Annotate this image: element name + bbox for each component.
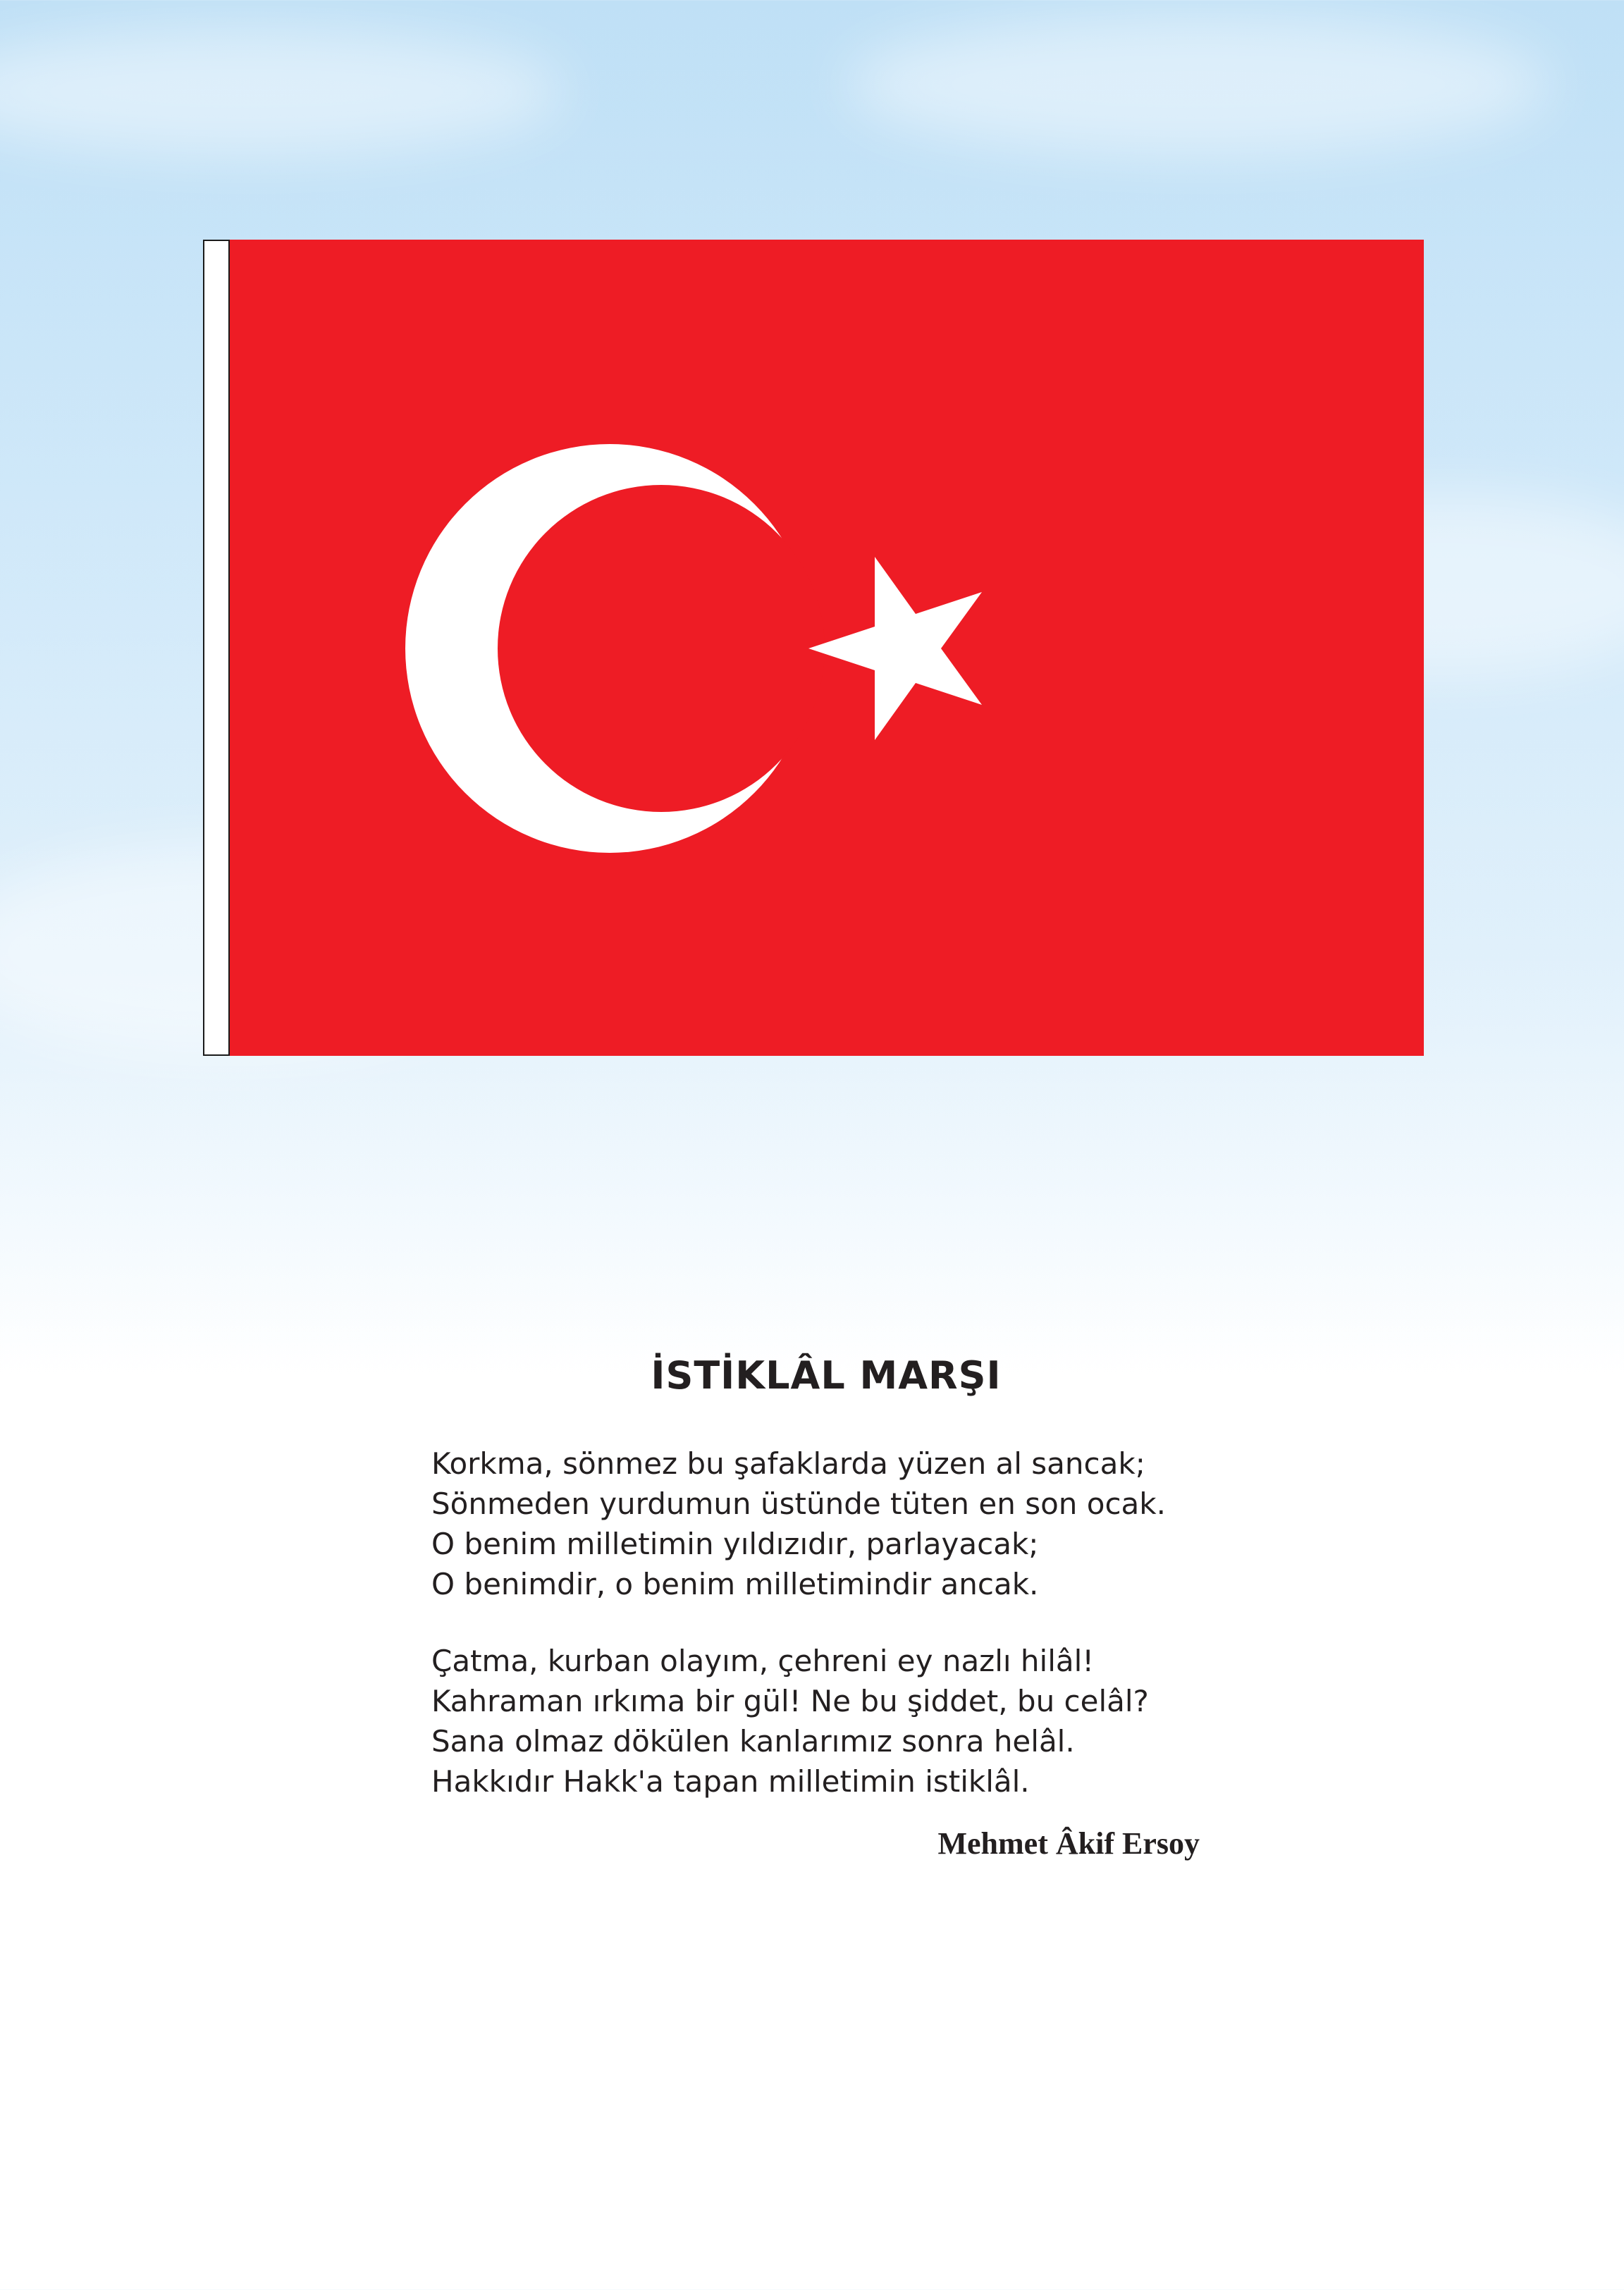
verse-line: Hakkıdır Hakk'a tapan milletimin istiklâl.	[431, 1764, 1030, 1799]
cloud-streak	[846, 14, 1551, 155]
verse-line: O benim milletimin yıldızıdır, parlayacak;	[431, 1527, 1039, 1561]
verse-line: Çatma, kurban olayım, çehreni ey nazlı hilâl!	[431, 1644, 1095, 1678]
verse-line: O benimdir, o benim milletimindir ancak.	[431, 1567, 1039, 1601]
stanza-2	[431, 1641, 1221, 1802]
verse-line: Kahraman ırkıma bir gül! Ne bu şiddet, bu celâl?	[431, 1684, 1149, 1718]
turkish-flag	[203, 240, 1424, 1056]
anthem-title: İSTİKLÂL MARŞI	[651, 1353, 1002, 1398]
cloud-streak	[0, 28, 564, 155]
flag-pole	[203, 240, 230, 1056]
verse-line: Korkma, sönmez bu şafaklarda yüzen al sancak;	[431, 1446, 1145, 1481]
author-signature: Mehmet Âkif Ersoy	[937, 1826, 1200, 1861]
verse-line: Sana olmaz dökülen kanlarımız sonra helâl.	[431, 1724, 1075, 1759]
star-icon	[808, 557, 982, 740]
verse-line: Sönmeden yurdumun üstünde tüten en son ocak.	[431, 1486, 1166, 1521]
stanza-1	[431, 1443, 1221, 1604]
flag-emblem	[230, 240, 1424, 1056]
flag-field	[230, 240, 1424, 1056]
crescent-icon	[405, 444, 825, 853]
